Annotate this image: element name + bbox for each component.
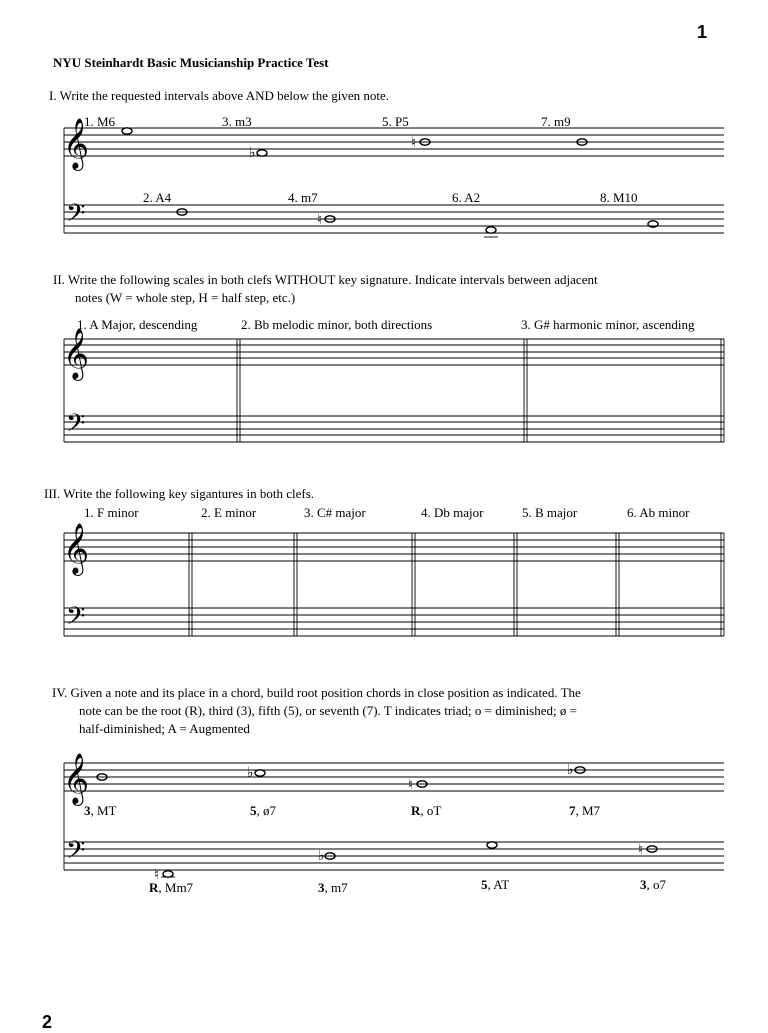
page-number-bottom: 2 <box>42 1012 53 1032</box>
natural-icon: ♮ <box>638 842 644 858</box>
keysig-label-3: 3. C# major <box>304 505 366 520</box>
interval-label-7: 7. m9 <box>541 114 571 129</box>
page-number: 1 <box>697 22 708 42</box>
section4-heading-line1: IV. Given a note and its place in a chord, build root position chords in close position as indicated. The <box>52 685 581 700</box>
bass-clef-icon: 𝄢 <box>66 836 86 871</box>
natural-icon: ♮ <box>317 212 323 228</box>
treble-clef-icon: 𝄞 <box>63 523 90 574</box>
interval-label-1: 1. M6 <box>84 114 116 129</box>
chord-label: 7, M7 <box>569 803 601 818</box>
bass-clef-icon: 𝄢 <box>66 199 86 234</box>
keysig-label-2: 2. E minor <box>201 505 257 520</box>
section2-heading-line2: notes (W = whole step, H = half step, etc.) <box>75 290 296 305</box>
chord-label: 5, AT <box>481 877 510 892</box>
section2-heading-line1: II. Write the following scales in both clefs WITHOUT key signature. Indicate intervals between adjacent <box>53 272 598 287</box>
flat-icon: ♭ <box>249 145 256 161</box>
treble-clef-icon: 𝄞 <box>63 328 90 379</box>
flat-icon: ♭ <box>247 765 254 781</box>
interval-label-5: 5. P5 <box>382 114 409 129</box>
whole-note <box>487 842 497 848</box>
keysig-label-1: 1. F minor <box>84 505 139 520</box>
section4-heading-line2: note can be the root (R), third (3), fifth (5), or seventh (7). T indicates triad; o = diminished; ø = <box>79 703 577 718</box>
page-title: NYU Steinhardt Basic Musicianship Practice Test <box>53 55 329 70</box>
flat-icon: ♭ <box>318 848 325 864</box>
chord-label: 5, ø7 <box>250 803 276 818</box>
chord-label: R, Mm7 <box>149 880 194 895</box>
bass-clef-icon: 𝄢 <box>66 602 86 637</box>
whole-note <box>163 871 173 877</box>
interval-label-4: 4. m7 <box>288 190 318 205</box>
scale-label-1: 1. A Major, descending <box>77 317 198 332</box>
section3-heading: III. Write the following key sigantures in both clefs. <box>44 486 315 501</box>
whole-note <box>255 770 265 776</box>
bass-clef-icon: 𝄢 <box>66 409 86 444</box>
scale-label-3: 3. G# harmonic minor, ascending <box>521 317 695 332</box>
section1-heading: I. Write the requested intervals above AND below the given note. <box>49 88 390 103</box>
chord-label: R, oT <box>411 803 442 818</box>
section4-heading-line3: half-diminished; A = Augmented <box>79 721 250 736</box>
keysig-label-6: 6. Ab minor <box>627 505 690 520</box>
staff-lines <box>64 339 724 442</box>
chord-label: 3, o7 <box>640 877 666 892</box>
interval-label-2: 2. A4 <box>143 190 172 205</box>
scale-label-2: 2. Bb melodic minor, both directions <box>241 317 433 332</box>
keysig-label-5: 5. B major <box>522 505 578 520</box>
chord-label: 3, MT <box>84 803 117 818</box>
natural-icon: ♮ <box>408 777 414 793</box>
treble-clef-icon: 𝄞 <box>63 753 90 804</box>
interval-label-8: 8. M10 <box>600 190 638 205</box>
interval-label-6: 6. A2 <box>452 190 481 205</box>
staff-lines <box>64 128 724 233</box>
whole-note <box>122 128 132 134</box>
interval-label-3: 3. m3 <box>222 114 252 129</box>
chord-label: 3, m7 <box>318 880 348 895</box>
treble-clef-icon: 𝄞 <box>63 118 90 169</box>
whole-note <box>257 150 267 156</box>
natural-icon: ♮ <box>154 867 160 883</box>
flat-icon: ♭ <box>567 762 574 778</box>
natural-icon: ♮ <box>411 135 417 151</box>
whole-note <box>486 227 496 233</box>
staff-lines <box>64 763 724 870</box>
keysig-label-4: 4. Db major <box>421 505 484 520</box>
staff-lines <box>64 533 724 636</box>
